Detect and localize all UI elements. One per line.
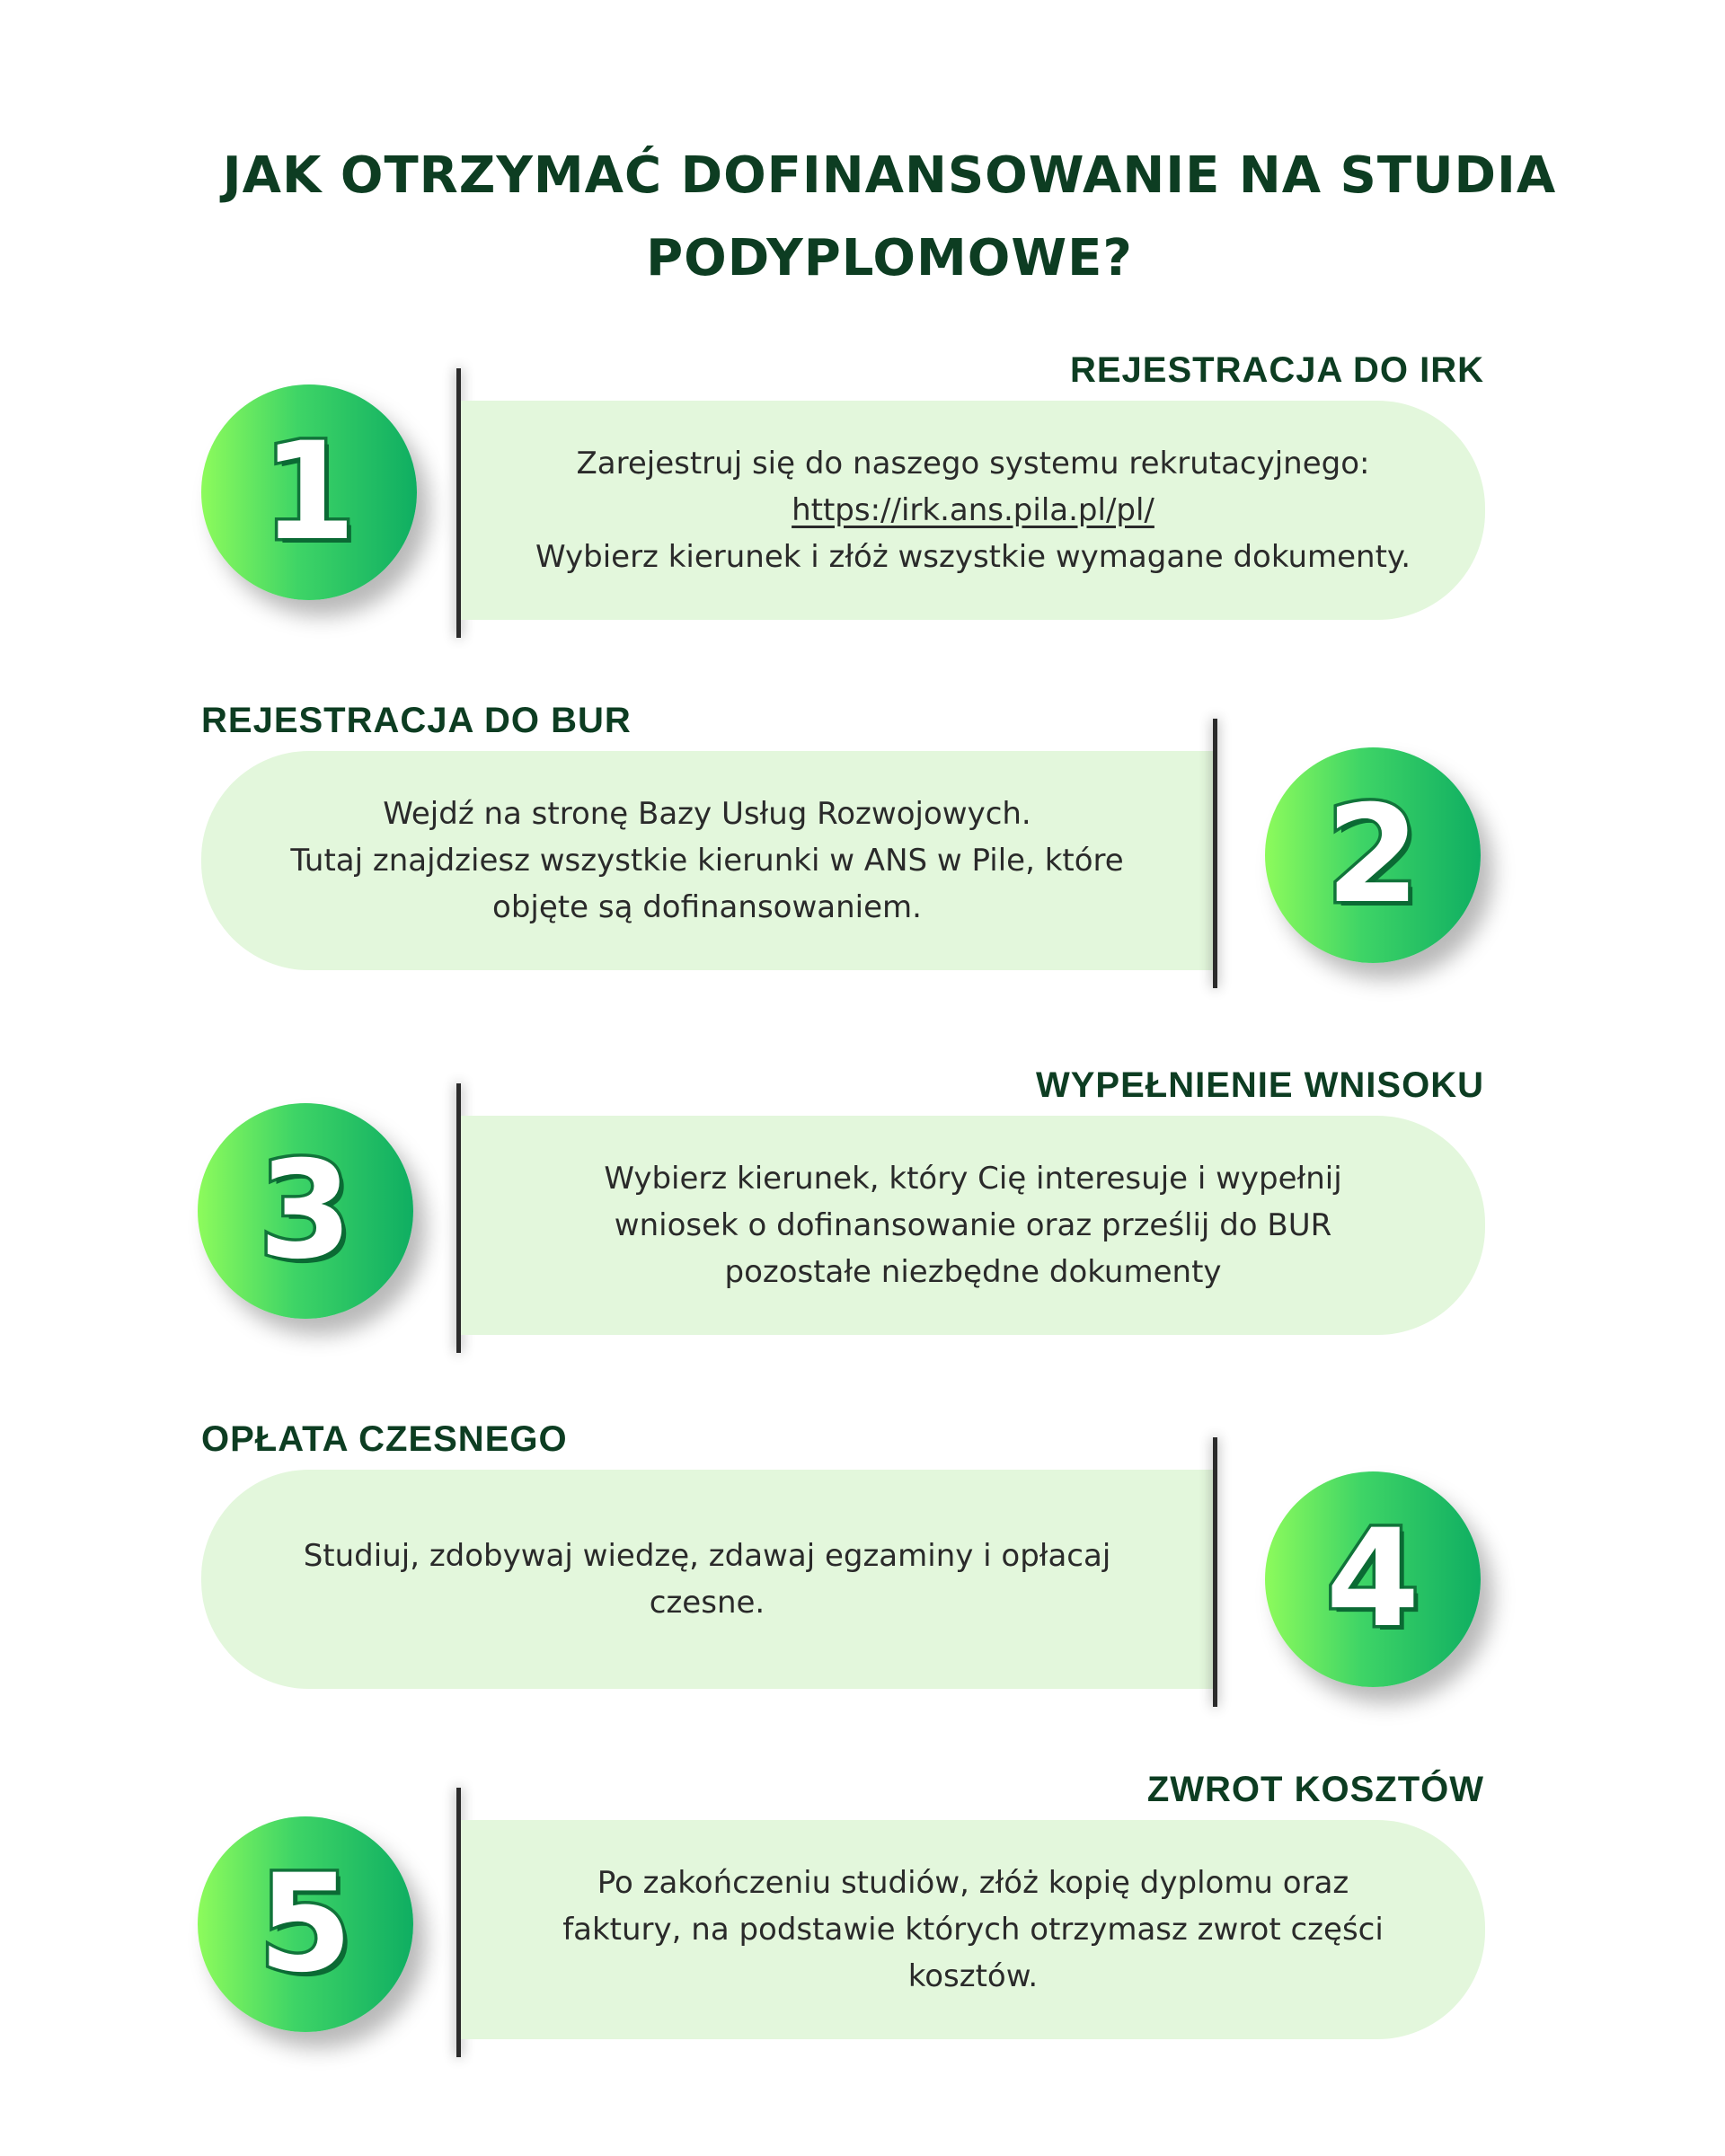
description-line: Wybierz kierunek, który Cię interesuje i wypełnij	[604, 1161, 1342, 1197]
title-line-1: JAK OTRZYMAĆ DOFINANSOWANIE NA STUDIA	[222, 146, 1557, 205]
step-heading: REJESTRACJA DO IRK	[1069, 350, 1484, 390]
step-description	[461, 1116, 1485, 1335]
step-number-badge	[198, 1103, 413, 1319]
step-heading: ZWROT KOSZTÓW	[1146, 1770, 1484, 1809]
step-description	[461, 1820, 1485, 2039]
step-number: 3	[258, 1133, 353, 1289]
description-line: Tutaj znajdziesz wszystkie kierunki w ANS w Pile, które	[290, 843, 1124, 879]
step-number-badge	[1265, 1471, 1481, 1687]
step-2	[0, 692, 1725, 997]
divider	[1213, 1437, 1217, 1707]
step-description	[201, 1470, 1213, 1689]
step-3	[0, 1056, 1725, 1362]
step-number: 1	[261, 414, 357, 570]
description-line: Wejdź na stronę Bazy Usług Rozwojowych.	[383, 796, 1031, 832]
step-4	[0, 1410, 1725, 1716]
irk-link[interactable]: https://irk.ans.pila.pl/pl/	[792, 492, 1154, 528]
step-number: 4	[1325, 1501, 1420, 1657]
step-number-badge	[201, 384, 417, 600]
description-line: pozostałe niezbędne dokumenty	[724, 1254, 1222, 1290]
step-number-badge	[1265, 747, 1481, 963]
description-line: kosztów.	[907, 1958, 1039, 1994]
page-title	[144, 135, 1635, 300]
step-description	[461, 401, 1485, 620]
step-heading: WYPEŁNIENIE WNISOKU	[1035, 1065, 1484, 1105]
step-heading: OPŁATA CZESNEGO	[201, 1419, 568, 1459]
step-1	[0, 341, 1725, 647]
step-number: 5	[258, 1846, 353, 2002]
description-line: faktury, na podstawie których otrzymasz zwrot części	[562, 1912, 1384, 1948]
description-line: Zarejestruj się do naszego systemu rekrutacyjnego:	[576, 446, 1370, 482]
step-description	[201, 751, 1213, 970]
step-number: 2	[1325, 777, 1420, 933]
description-line: Po zakończeniu studiów, złóż kopię dyplomu oraz	[597, 1865, 1349, 1901]
description-line: czesne.	[649, 1585, 765, 1621]
step-5	[0, 1761, 1725, 2066]
description-line: Studiuj, zdobywaj wiedzę, zdawaj egzaminy i opłacaj	[303, 1538, 1111, 1574]
description-line: Wybierz kierunek i złóż wszystkie wymagane dokumenty.	[535, 539, 1411, 575]
step-number-badge	[198, 1816, 413, 2032]
divider	[1213, 719, 1217, 988]
description-line: wniosek o dofinansowanie oraz prześlij do BUR	[614, 1207, 1332, 1243]
description-line: objęte są dofinansowaniem.	[492, 889, 922, 925]
title-line-2: PODYPLOMOWE?	[646, 229, 1133, 287]
step-heading: REJESTRACJA DO BUR	[201, 701, 632, 740]
